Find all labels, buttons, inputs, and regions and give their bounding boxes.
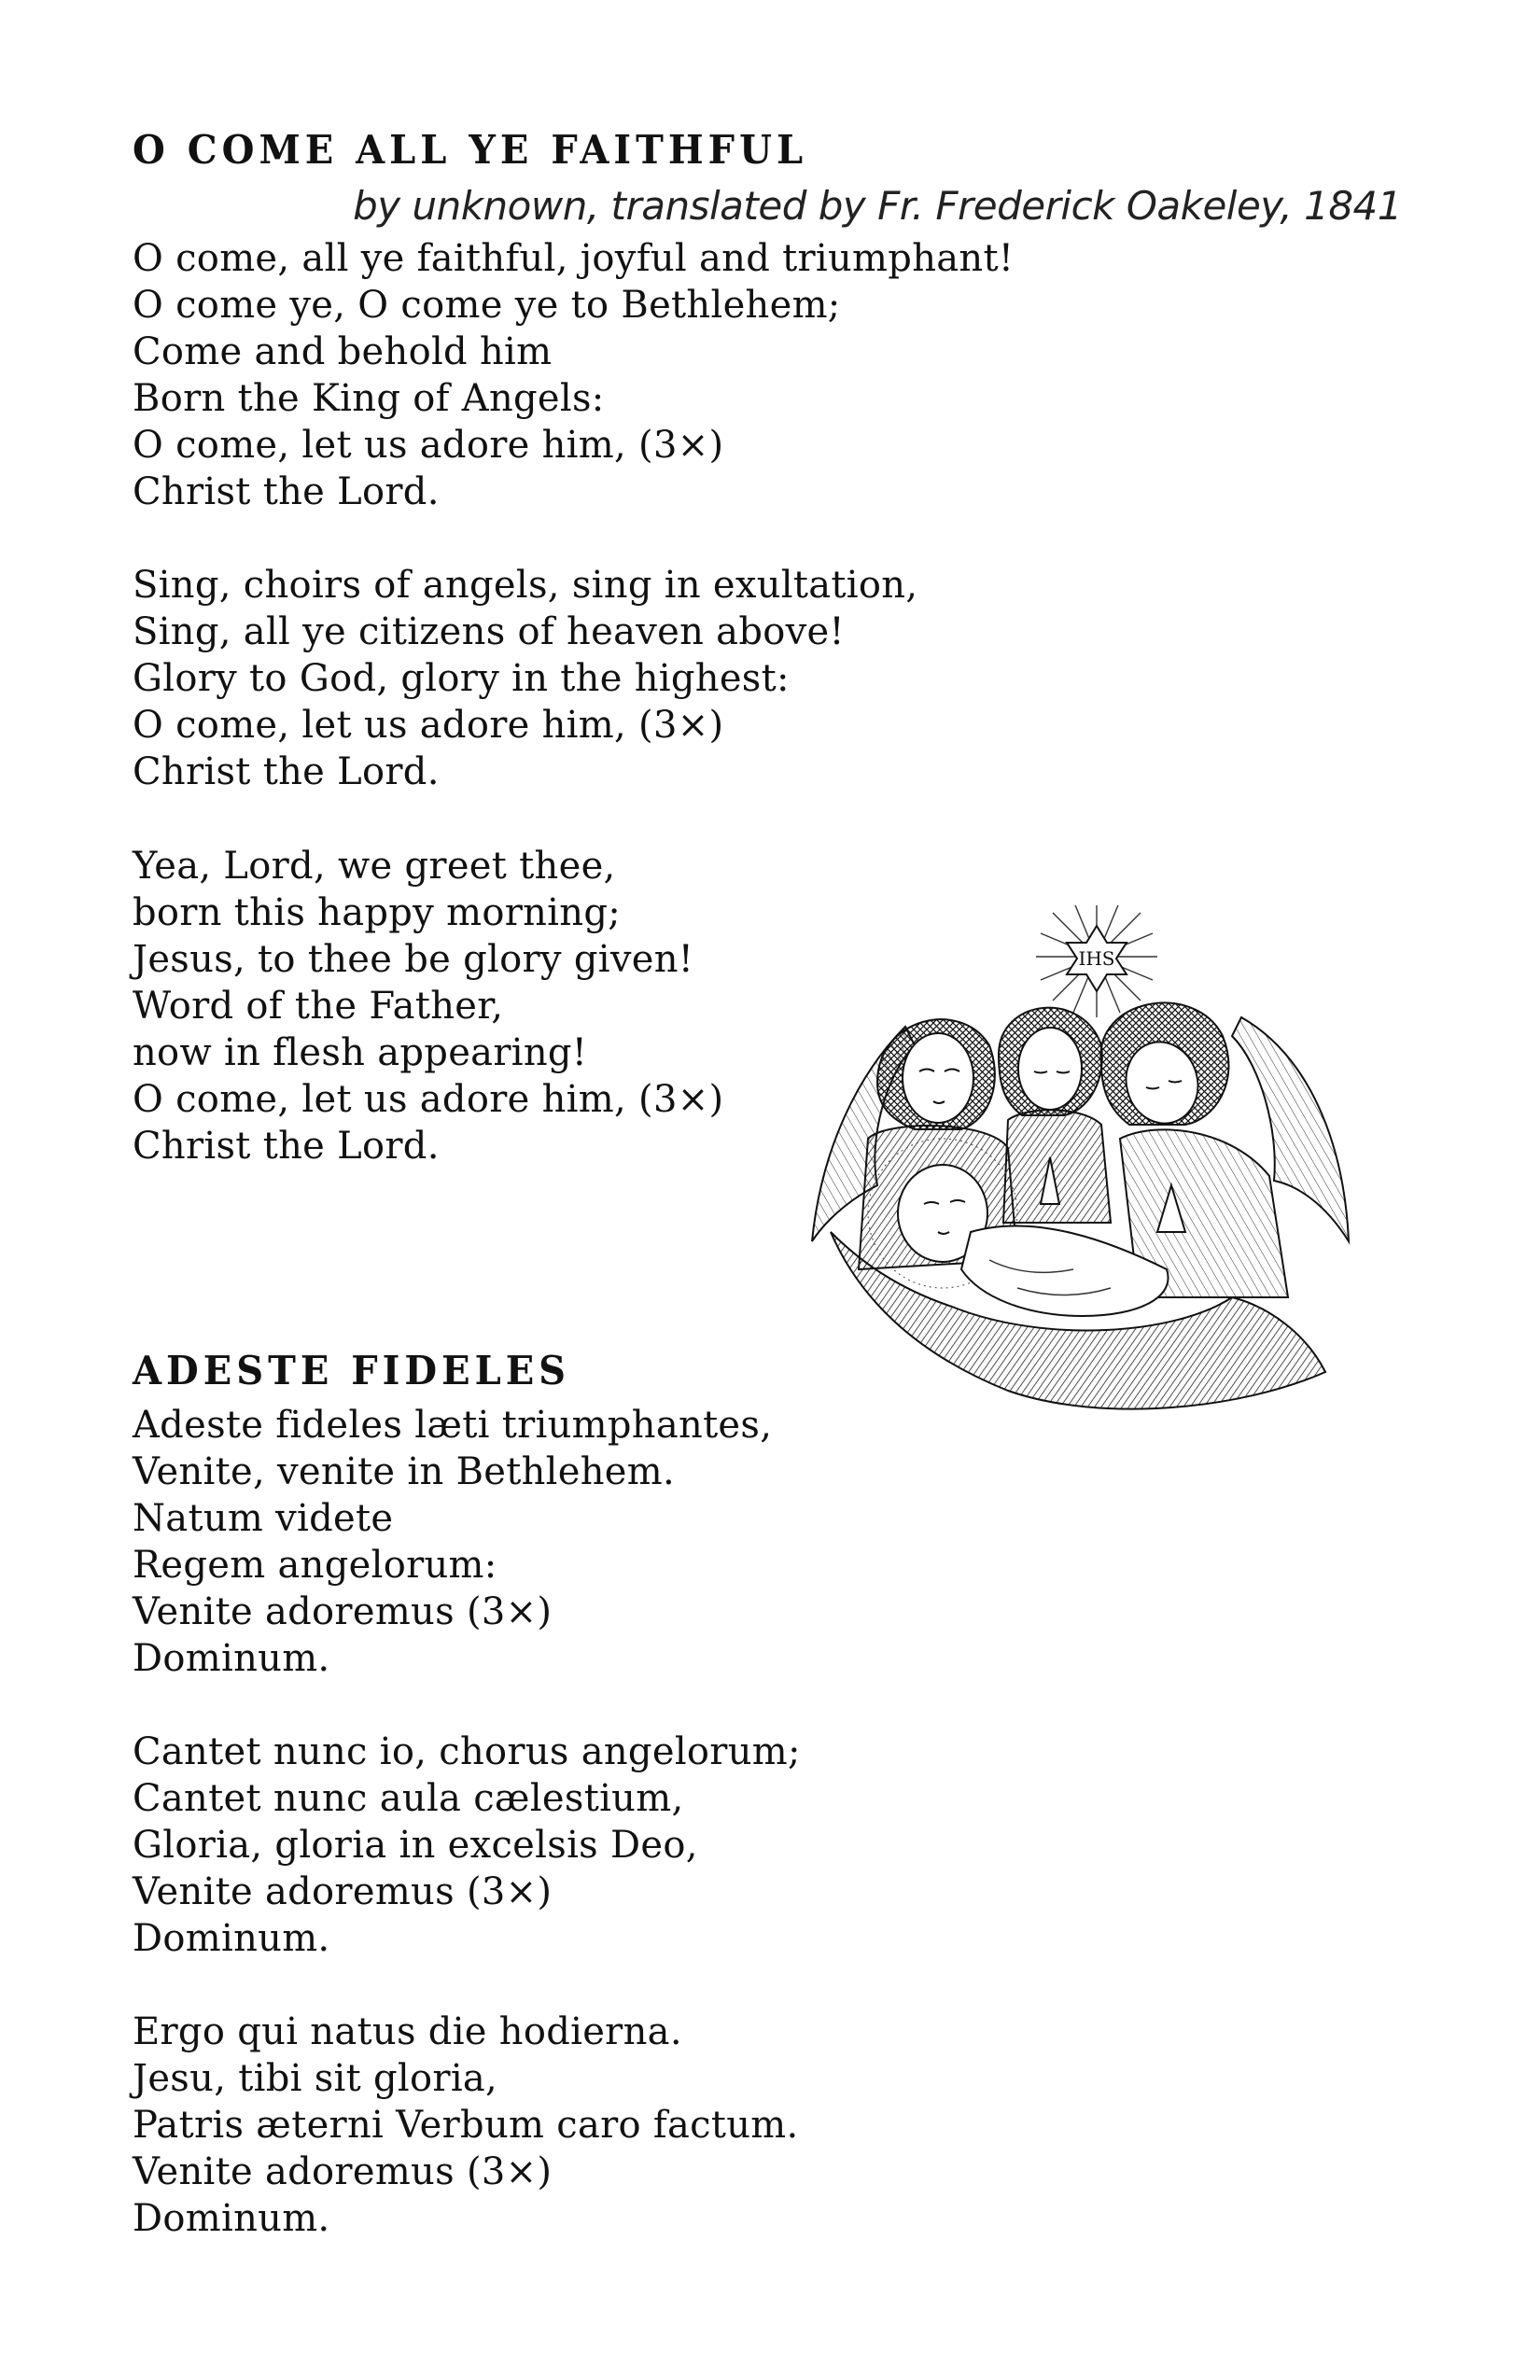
verse-line: Christ the Lord. [133, 750, 440, 793]
radiant-star-icon [1036, 905, 1157, 1017]
nativity-angels-illustration [803, 905, 1363, 1428]
verse-line: Patris æterni Verbum caro factum. [133, 2104, 799, 2147]
ihs-monogram: IHS [1078, 947, 1115, 970]
verse-line: Venite adoremus (3×) [133, 1590, 553, 1633]
angel-middle [999, 1008, 1111, 1223]
verse-line: Christ the Lord. [133, 1125, 440, 1168]
verse-line: O come, let us adore him, (3×) [133, 424, 724, 467]
verse-line: Yea, Lord, we greet thee, [133, 845, 616, 888]
stanza-english-3 [133, 843, 723, 1169]
verse-line: Cantet nunc aula cælestium, [133, 1777, 684, 1820]
verse-line: Gloria, gloria in excelsis Deo, [133, 1824, 698, 1867]
verse-line: Venite adoremus (3×) [133, 2150, 553, 2193]
verse-line: Sing, all ye citizens of heaven above! [133, 610, 845, 653]
verse-line: Christ the Lord. [133, 470, 440, 513]
hymn-attribution: by unknown, translated by Fr. Frederick Oakeley, 1841 [353, 183, 1402, 229]
stanza-latin-2 [133, 1729, 801, 1962]
verse-line: Word of the Father, [133, 985, 504, 1028]
stanza-latin-3 [133, 2009, 799, 2242]
verse-line: Dominum. [133, 1637, 330, 1680]
verse-line: Glory to God, glory in the highest: [133, 657, 790, 700]
verse-line: Sing, choirs of angels, sing in exultation, [133, 564, 918, 607]
verse-line: Come and behold him [133, 330, 553, 373]
verse-line: O come, let us adore him, (3×) [133, 1078, 724, 1121]
verse-line: now in flesh appearing! [133, 1031, 588, 1074]
verse-line: born this happy morning; [133, 891, 622, 934]
hymn-title-english: O COME ALL YE FAITHFUL [133, 127, 808, 174]
verse-line: Adeste fideles læti triumphantes, [133, 1404, 773, 1447]
verse-line: Jesus, to thee be glory given! [133, 938, 694, 981]
verse-line: Cantet nunc io, chorus angelorum; [133, 1730, 801, 1773]
verse-line: Dominum. [133, 2197, 330, 2240]
verse-line: O come, let us adore him, (3×) [133, 704, 724, 747]
verse-line: Jesu, tibi sit gloria, [133, 2057, 498, 2100]
verse-line: Venite, venite in Bethlehem. [133, 1450, 676, 1493]
verse-line: Ergo qui natus die hodierna. [133, 2010, 682, 2053]
verse-line: O come, all ye faithful, joyful and triumphant! [133, 237, 1015, 280]
stanza-english-1 [133, 235, 1014, 515]
verse-line: Venite adoremus (3×) [133, 1870, 553, 1913]
verse-line: O come ye, O come ye to Bethlehem; [133, 284, 841, 327]
verse-line: Natum videte [133, 1497, 394, 1540]
verse-line: Born the King of Angels: [133, 377, 605, 420]
stanza-latin-1 [133, 1402, 772, 1682]
hymn-title-latin: ADESTE FIDELES [133, 1348, 571, 1394]
verse-line: Dominum. [133, 1917, 330, 1960]
stanza-english-2 [133, 562, 917, 795]
verse-line: Regem angelorum: [133, 1544, 497, 1587]
